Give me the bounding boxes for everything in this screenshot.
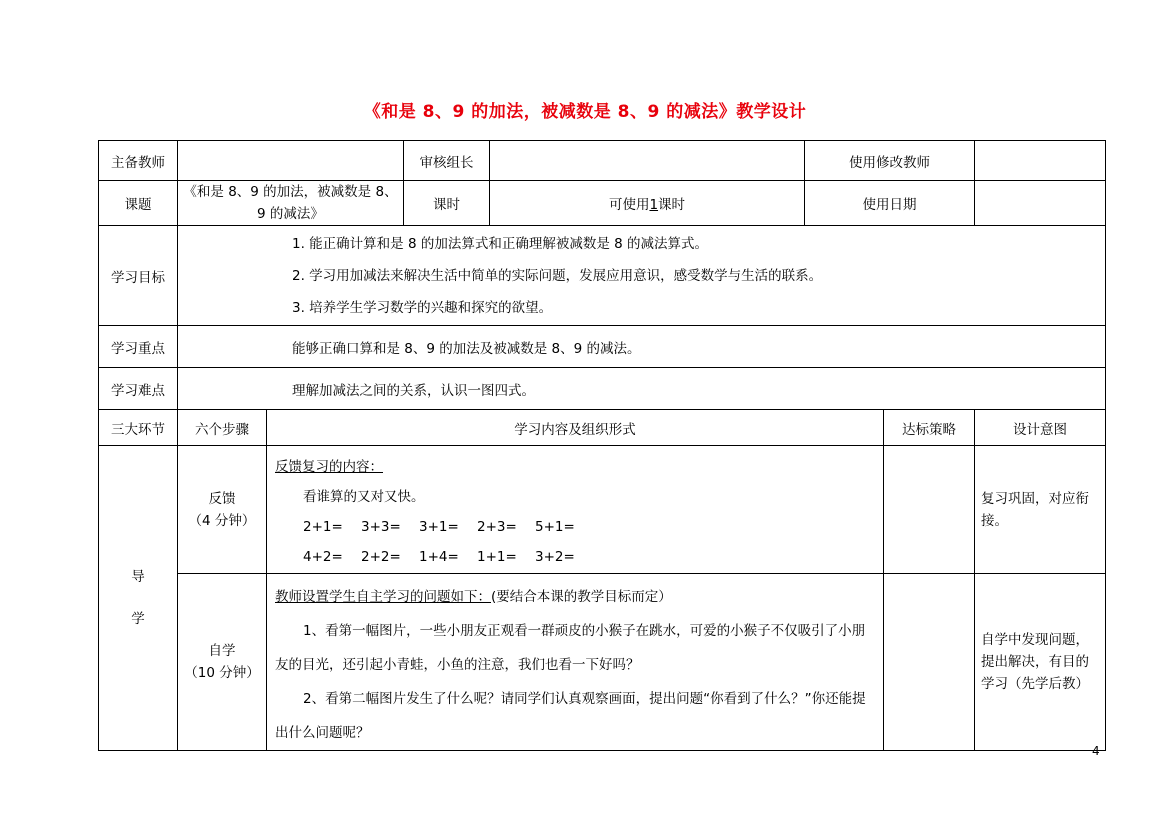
objectives-label: 学习目标: [99, 226, 178, 326]
modifier-value: [975, 141, 1106, 181]
feedback-strategy: [884, 446, 975, 574]
equation: 5+1=: [535, 519, 575, 535]
objective-item: 2. 学习用加减法来解决生活中简单的实际问题，发展应用意识，感受数学与生活的联系。: [292, 267, 823, 284]
col-stage: 三大环节: [99, 410, 178, 446]
header-row-1: [99, 141, 1106, 181]
header-row-2: [99, 181, 1106, 226]
page-number: 4: [1092, 744, 1100, 758]
date-label: 使用日期: [805, 181, 975, 226]
selfstudy-paragraph-2: 2、看第二幅图片发生了什么呢？请同学们认真观察画面，提出问题“你看到了什么？”你还能提出什么问题呢？: [275, 691, 866, 741]
selfstudy-step-time: （10 分钟）: [184, 665, 260, 681]
equation: 1+1=: [477, 549, 517, 565]
equation: 3+2=: [535, 549, 575, 565]
feedback-step-time: （4 分钟）: [188, 512, 256, 529]
period-count: 1: [649, 197, 659, 213]
feedback-heading: 反馈复习的内容：: [275, 459, 383, 475]
modifier-label: 使用修改教师: [805, 141, 975, 181]
lesson-plan-table: [98, 140, 1106, 751]
col-intent: 设计意图: [975, 410, 1106, 446]
col-content: 学习内容及组织形式: [267, 410, 884, 446]
equation: 1+4=: [419, 549, 459, 565]
selfstudy-row: [99, 574, 1106, 751]
objectives-list: [178, 226, 1106, 326]
selfstudy-step: [178, 574, 267, 751]
stage-char-2: 学: [131, 611, 145, 627]
equation: 2+1=: [303, 519, 343, 535]
column-header-row: [99, 410, 1106, 446]
difficulties-label: 学习难点: [99, 368, 178, 410]
reviewer-label: 审核组长: [404, 141, 490, 181]
equation: 2+2=: [361, 549, 401, 565]
period-prefix: 可使用: [608, 197, 650, 213]
col-step: 六个步骤: [178, 410, 267, 446]
objective-item: 1. 能正确计算和是 8 的加法算式和正确理解被减数是 8 的减法算式。: [292, 235, 709, 252]
feedback-content: [267, 446, 884, 574]
key-points-row: [99, 326, 1106, 368]
topic-line-2: 9 的减法》: [257, 206, 324, 222]
feedback-step: [178, 446, 267, 574]
lead-teacher-label: 主备教师: [99, 141, 178, 181]
feedback-intro: 看谁算的又对又快。: [303, 489, 425, 505]
feedback-intent: 复习巩固，对应衔接。: [975, 446, 1106, 574]
topic-line-1: 《和是 8、9 的加法，被减数是 8、: [183, 184, 398, 200]
difficulties-text: 理解加减法之间的关系，认识一图四式。: [178, 368, 1106, 410]
objective-item: 3. 培养学生学习数学的兴趣和探究的欲望。: [292, 299, 553, 316]
selfstudy-heading: 教师设置学生自主学习的问题如下：: [275, 589, 491, 605]
key-points-label: 学习重点: [99, 326, 178, 368]
lead-teacher-value: [178, 141, 404, 181]
objectives-row: [99, 226, 1106, 326]
selfstudy-step-label: 自学: [208, 643, 236, 659]
selfstudy-paragraph-1: 1、看第一幅图片，一些小朋友正观看一群顽皮的小猴子在跳水，可爱的小猴子不仅吸引了小朋友的目光，还引起小青蛙，小鱼的注意，我们也看一下好吗？: [275, 623, 866, 673]
equation: 4+2=: [303, 549, 343, 565]
topic-label: 课题: [99, 181, 178, 226]
reviewer-value: [490, 141, 805, 181]
selfstudy-intent: 自学中发现问题，提出解决，有目的学习（先学后教）: [975, 574, 1106, 751]
feedback-equations-row-1: [275, 512, 875, 542]
equation: 3+3=: [361, 519, 401, 535]
stage-cell: [99, 446, 178, 751]
period-value: [490, 181, 805, 226]
period-suffix: 课时: [658, 197, 686, 213]
feedback-equations-row-2: [275, 542, 875, 572]
feedback-step-label: 反馈: [208, 490, 236, 507]
stage-char-1: 导: [131, 569, 145, 585]
feedback-row: [99, 446, 1106, 574]
date-value: [975, 181, 1106, 226]
selfstudy-heading-note: (要结合本课的教学目标而定）: [491, 589, 672, 605]
key-points-text: 能够正确口算和是 8、9 的加法及被减数是 8、9 的减法。: [178, 326, 1106, 368]
topic-value: [178, 181, 404, 226]
selfstudy-strategy: [884, 574, 975, 751]
equation: 2+3=: [477, 519, 517, 535]
document-title: 《和是 8、9 的加法，被减数是 8、9 的减法》教学设计: [363, 102, 807, 122]
period-label: 课时: [404, 181, 490, 226]
col-strategy: 达标策略: [884, 410, 975, 446]
difficulties-row: [99, 368, 1106, 410]
selfstudy-content: [267, 574, 884, 751]
equation: 3+1=: [419, 519, 459, 535]
